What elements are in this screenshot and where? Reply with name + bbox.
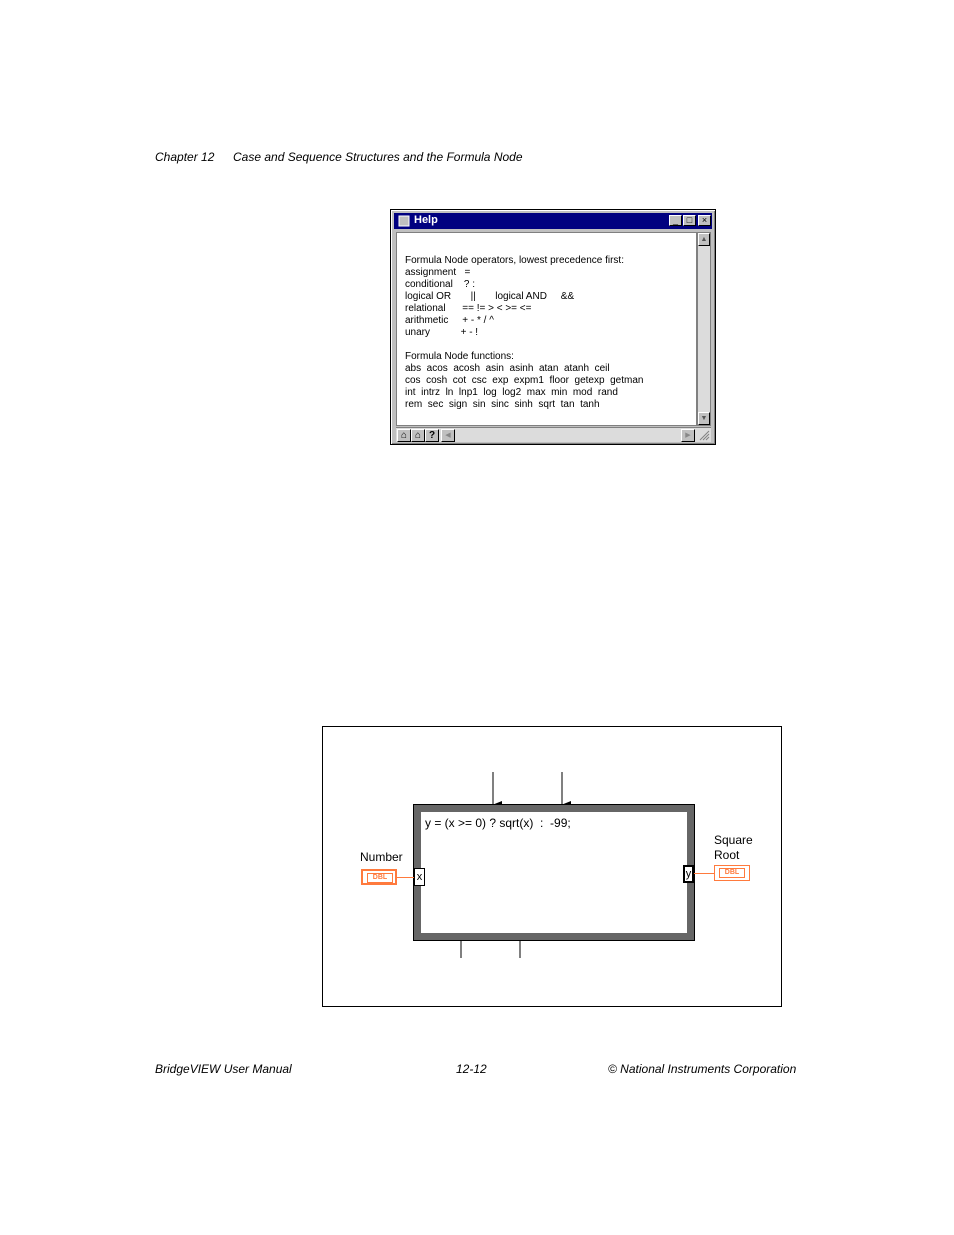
- lock-button[interactable]: [397, 429, 411, 442]
- chapter-number: Chapter 12: [155, 150, 215, 164]
- help-line: unary + - !: [405, 327, 479, 338]
- page-number: 12-12: [456, 1062, 487, 1076]
- help-line: Formula Node operators, lowest precedence first:: [405, 255, 624, 266]
- help-line: relational == != > < >= <=: [405, 303, 532, 314]
- help-app-icon: [398, 215, 410, 227]
- arrow-up-icon: ▲: [700, 236, 708, 243]
- formula-expression[interactable]: y = (x >= 0) ? sqrt(x) : -99;: [425, 816, 571, 830]
- hierarchy-button[interactable]: [411, 429, 425, 442]
- close-icon: ×: [701, 215, 708, 225]
- input-variable-x[interactable]: x: [414, 868, 425, 886]
- scroll-right-button[interactable]: [681, 429, 695, 442]
- scroll-up-button[interactable]: [698, 233, 710, 246]
- number-control-terminal[interactable]: [361, 869, 397, 885]
- arrow-right-icon: ▶: [685, 432, 691, 439]
- help-line: [405, 339, 643, 351]
- formula-node[interactable]: [414, 805, 694, 940]
- help-content-area: [396, 232, 697, 426]
- help-line: Formula Node functions:: [405, 351, 514, 362]
- lock-icon: ⌂: [400, 430, 408, 441]
- formula-node-figure: [322, 726, 782, 1007]
- help-bottom-bar: [396, 427, 711, 442]
- arrow-down-icon: ▼: [700, 415, 708, 422]
- dbl-type: DBL: [719, 868, 745, 878]
- online-help-button[interactable]: [425, 429, 439, 442]
- help-line: int intrz ln lnp1 log log2 max min mod rand: [405, 387, 618, 398]
- help-titlebar[interactable]: [394, 213, 712, 229]
- dbl-type: DBL: [367, 873, 393, 883]
- minimize-icon: _: [672, 215, 678, 225]
- number-label: Number: [360, 850, 403, 864]
- maximize-icon: □: [686, 215, 693, 225]
- output-variable-y[interactable]: y: [683, 865, 694, 883]
- help-line: arithmetic + - * / ^: [405, 315, 494, 326]
- output-wire: [694, 873, 714, 874]
- square-label: Square: [714, 833, 753, 847]
- chapter-title: Case and Sequence Structures and the Formula Node: [233, 150, 523, 164]
- question-mark-icon: ?: [428, 430, 436, 441]
- help-text: [405, 255, 643, 411]
- square-root-indicator-terminal[interactable]: [714, 865, 750, 881]
- root-label: Root: [714, 848, 740, 862]
- maximize-button[interactable]: [683, 215, 696, 226]
- resize-grip-icon[interactable]: [698, 429, 710, 441]
- vertical-scrollbar[interactable]: [697, 232, 711, 426]
- scroll-down-button[interactable]: [698, 412, 710, 425]
- scroll-left-button[interactable]: [441, 429, 455, 442]
- help-line: rem sec sign sin sinc sinh sqrt tan tanh: [405, 399, 600, 410]
- copyright: © National Instruments Corporation: [608, 1062, 797, 1076]
- help-line: assignment =: [405, 267, 471, 278]
- input-wire: [397, 877, 414, 878]
- manual-title: BridgeVIEW User Manual: [155, 1062, 292, 1076]
- help-line: abs acos acosh asin asinh atan atanh ceil: [405, 363, 610, 374]
- help-window: [390, 209, 716, 445]
- minimize-button[interactable]: [669, 215, 682, 226]
- help-title: Help: [414, 214, 438, 226]
- arrow-left-icon: ◀: [445, 432, 451, 439]
- help-line: cos cosh cot csc exp expm1 floor getexp getman: [405, 375, 644, 386]
- help-line: conditional ? :: [405, 279, 476, 290]
- help-line: logical OR || logical AND &&: [405, 291, 575, 302]
- hierarchy-icon: ⌂: [414, 430, 422, 441]
- close-button[interactable]: [698, 215, 711, 226]
